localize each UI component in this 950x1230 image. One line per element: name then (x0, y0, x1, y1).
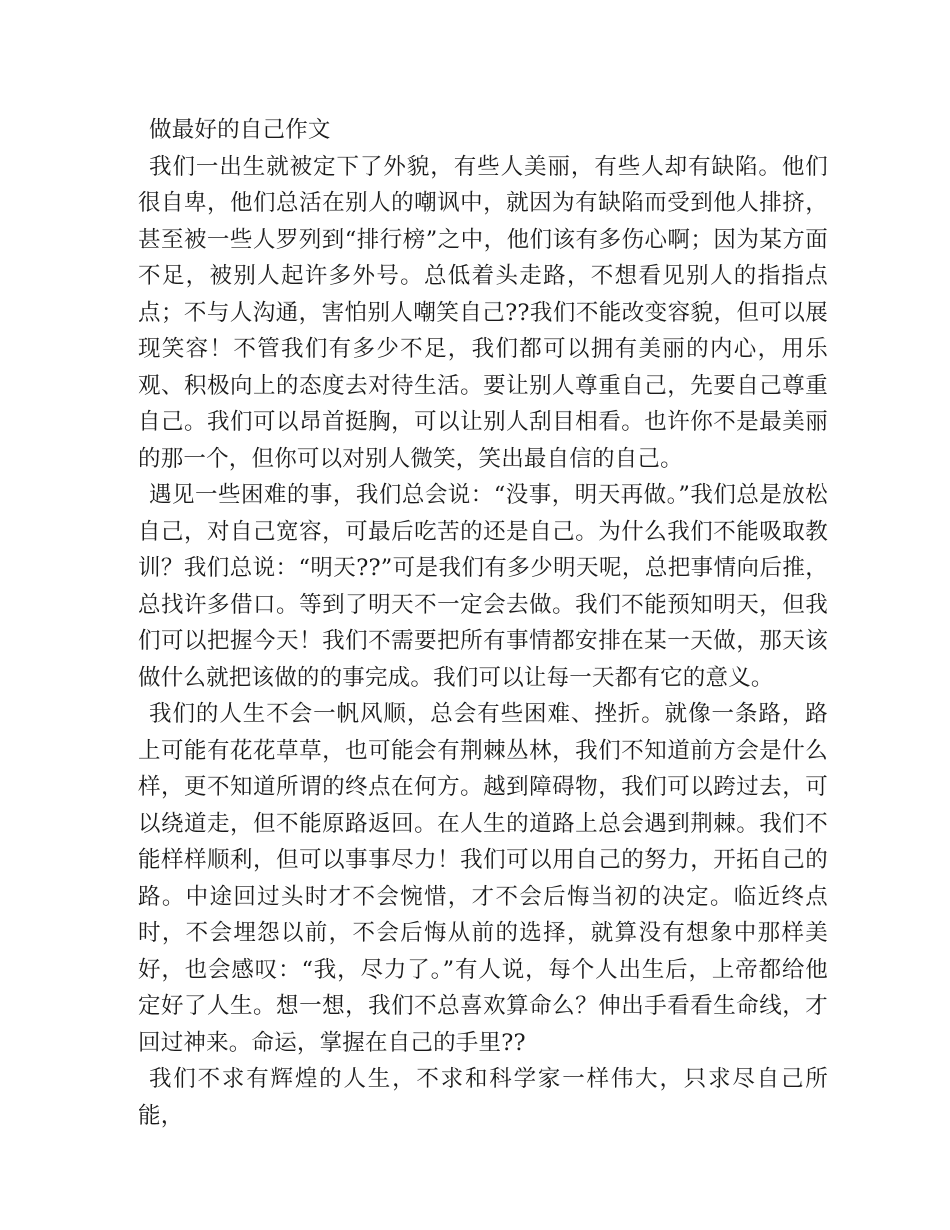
paragraph-3: 我们的人生不会一帆风顺，总会有些困难、挫折。就像一条路，路上可能有花花草草，也可能会有荆棘丛林，我们不知道前方会是什么样，更不知道所谓的终点在何方。越到障碍物，我们可以跨过去，可以绕道走，但不能原路返回。在人生的道路上总会遇到荆棘。我们不能样样顺利，但可以事事尽力！我们可以用自己的努力，开拓自己的路。中途回过头时才不会惋惜，才不会后悔当初的决定。临近终点时，不会埋怨以前，不会后悔从前的选择，就算没有想象中那样美好，也会感叹：“我，尽力了。”有人说，每个人出生后，上帝都给他定好了人生。想一想，我们不总喜欢算命么？伸出手看看生命线，才回过神来。命运，掌握在自己的手里?? (138, 701, 828, 1056)
paragraph-4: 我们不求有辉煌的人生，不求和科学家一样伟大，只求尽自己所能， (138, 1066, 828, 1129)
paragraph-2: 遇见一些困难的事，我们总会说：“没事，明天再做。”我们总是放松自己，对自己宽容，可最后吃苦的还是自己。为什么我们不能吸取教训？我们总说：“明天??”可是我们有多少明天呢，总把事情向后推，总找许多借口。等到了明天不一定会去做。我们不能预知明天，但我们可以把握今天！我们不需要把所有事情都安排在某一天做，那天该做什么就把该做的的事完成。我们可以让每一天都有它的意义。 (138, 482, 828, 691)
paragraph-1: 我们一出生就被定下了外貌，有些人美丽，有些人却有缺陷。他们很自卑，他们总活在别人的嘲讽中，就因为有缺陷而受到他人排挤，甚至被一些人罗列到“排行榜”之中，他们该有多伤心啊；因为某方面不足，被别人起许多外号。总低着头走路，不想看见别人的指指点点；不与人沟通，害怕别人嘲笑自己??我们不能改变容貌，但可以展现笑容！不管我们有多少不足，我们都可以拥有美丽的内心，用乐观、积极向上的态度去对待生活。要让别人尊重自己，先要自己尊重自己。我们可以昂首挺胸，可以让别人刮目相看。也许你不是最美丽的那一个，但你可以对别人微笑，笑出最自信的自己。 (138, 153, 828, 472)
document-title: 做最好的自己作文 (149, 117, 331, 143)
document-body (138, 112, 828, 1134)
